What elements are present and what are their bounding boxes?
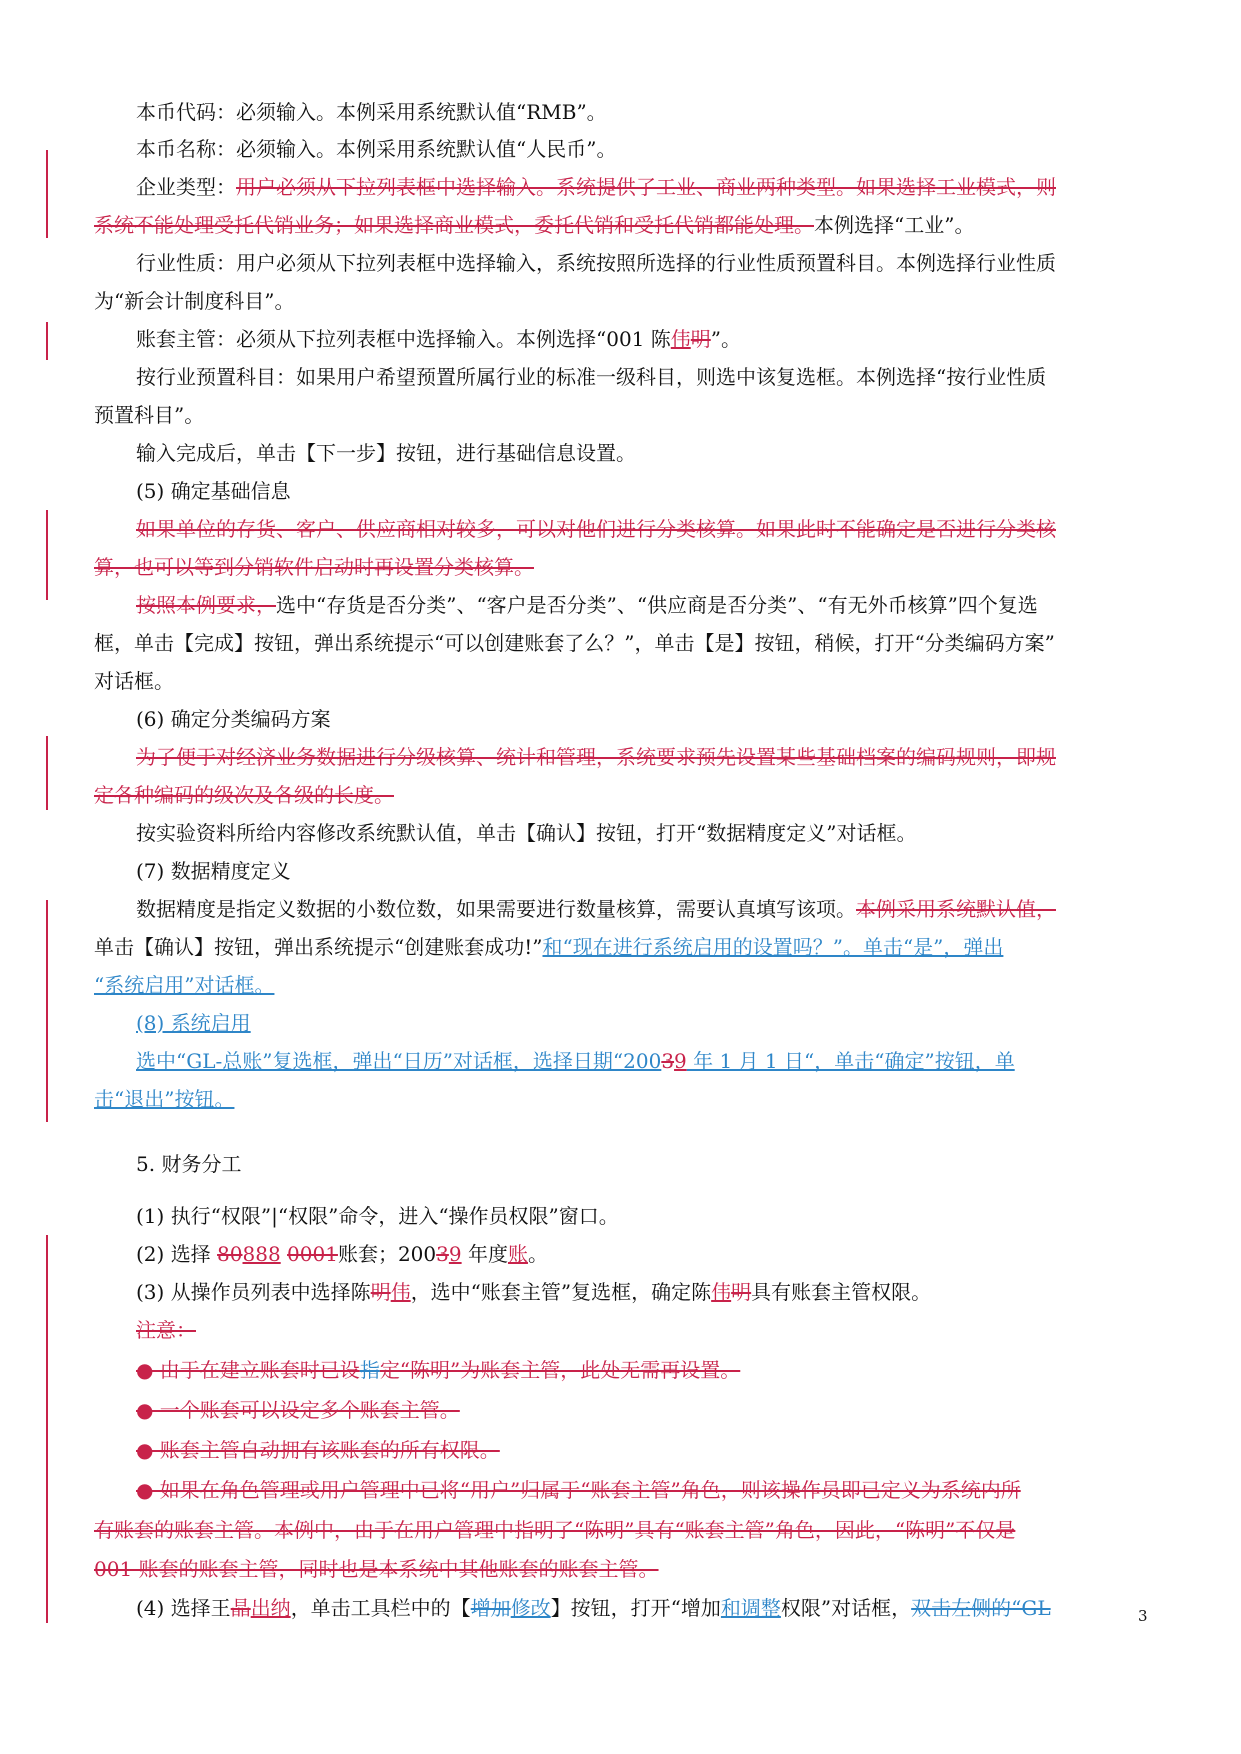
text-run: ，单击工具栏中的【: [290, 1596, 471, 1620]
text-run: 预置科目”。: [94, 403, 205, 427]
deleted-text: 算，也可以等到分销软件启动时再设置分类核算。: [94, 555, 534, 579]
text-line: [94, 933, 1154, 961]
text-line: [94, 1278, 1196, 1306]
deleted-text: 001 账套的账套主管，同时也是本系统中其他账套的账套主管。: [94, 1557, 659, 1581]
text-run: 年度: [461, 1242, 508, 1266]
page-number: 3: [1138, 1607, 1148, 1625]
text-line: [94, 515, 1196, 543]
deleted-text: 本例采用系统默认值，: [856, 897, 1056, 921]
text-run: ，选中“账套主管”复选框，确定陈: [410, 1280, 712, 1304]
deleted-text: ● 如果在角色管理或用户管理中已将“用户”归属于“账套主管”角色，则该操作员即已定义为系统内所: [136, 1478, 1021, 1502]
text-run: 。: [527, 1242, 548, 1266]
inserted-text: 9: [674, 1049, 687, 1073]
inserted-text: 击“退出”按钮。: [94, 1087, 235, 1111]
inserted-text: 年 1 月 1 日“，单击“确定”按钮，单: [686, 1049, 1015, 1073]
inserted-text: 888: [242, 1242, 281, 1266]
deleted-text: 3: [661, 1049, 675, 1073]
deleted-text: 明: [370, 1280, 391, 1304]
text-run: (5) 确定基础信息: [136, 479, 291, 503]
inserted-text: 和调整: [720, 1596, 781, 1620]
deleted-text: 增加: [470, 1596, 511, 1620]
deleted-text: 用户必须从下拉列表框中选择输入。系统提供了工业、商业两种类型。如果选择工业模式，则: [236, 175, 1056, 199]
text-line: [94, 1047, 1196, 1075]
text-line: [94, 325, 1196, 353]
deleted-text: 明: [690, 327, 711, 351]
text-line: [94, 895, 1196, 923]
deleted-text: 3: [436, 1242, 449, 1266]
text-run: 为“新会计制度科目”。: [94, 289, 295, 313]
text-run: (7) 数据精度定义: [136, 859, 291, 883]
text-line: [94, 249, 1196, 277]
inserted-text: 和“现在进行系统启用的设置吗？”。单击“是”，弹出: [542, 935, 1004, 959]
deleted-text: 0001: [287, 1242, 338, 1266]
change-bar: [46, 150, 48, 238]
text-run: 账套；200: [337, 1242, 437, 1266]
text-run: 本币名称：必须输入。本例采用系统默认值“人民币”。: [136, 137, 617, 161]
section-heading: [94, 1009, 1196, 1037]
text-line: [94, 591, 1196, 619]
text-run: 选中“存货是否分类”、“客户是否分类”、“供应商是否分类”、“有无外币核算”四个复选: [276, 593, 1038, 617]
text-run: 按实验资料所给内容修改系统默认值，单击【确认】按钮，打开“数据精度定义”对话框。: [136, 821, 917, 845]
change-bar: [46, 510, 48, 600]
text-run: 本币代码：必须输入。本例采用系统默认值“RMB”。: [136, 100, 607, 124]
text-run: 对话框。: [94, 669, 174, 693]
inserted-text: “系统启用”对话框。: [94, 973, 275, 997]
inserted-text: 出纳: [250, 1596, 291, 1620]
text-line: [94, 287, 1154, 315]
text-run: 按行业预置科目：如果用户希望预置所属行业的标准一级科目，则选中该复选框。本例选择“按行业性质: [136, 365, 1047, 389]
text-run: 5. 财务分工: [136, 1152, 242, 1176]
text-line: [94, 135, 1196, 163]
change-bar: [46, 736, 48, 810]
change-bar: [46, 322, 48, 360]
deleted-text: 定“陈明”为账套主管，此处无需再设置。: [379, 1358, 741, 1382]
text-line: [94, 211, 1154, 239]
text-run: 单击【确认】按钮，弹出系统提示“创建账套成功!”: [94, 935, 543, 959]
deleted-text: 指: [359, 1358, 380, 1382]
note-bullet: [94, 1396, 1196, 1424]
text-line: [94, 363, 1196, 391]
inserted-text: 伟: [390, 1280, 411, 1304]
text-run: 本例选择“工业”。: [814, 213, 975, 237]
text-run: 账套主管：必须从下拉列表框中选择输入。本例选择“001 陈: [136, 327, 671, 351]
deleted-text: 系统不能处理受托代销业务；如果选择商业模式，委托代销和受托代销都能处理。: [94, 213, 814, 237]
note-bullet: [94, 1436, 1196, 1464]
deleted-text: 80: [217, 1242, 243, 1266]
text-run: 输入完成后，单击【下一步】按钮，进行基础信息设置。: [136, 441, 636, 465]
text-line: [94, 173, 1196, 201]
deleted-text: 晶: [230, 1596, 251, 1620]
inserted-text: 伟: [670, 327, 691, 351]
text-run: 】按钮，打开“增加: [550, 1596, 721, 1620]
text-run: ”。: [710, 327, 741, 351]
inserted-text: 修改: [510, 1596, 551, 1620]
text-run: 权限”对话框，: [780, 1596, 912, 1620]
text-line: [94, 98, 1196, 126]
text-run: (1) 执行“权限”|“权限”命令，进入“操作员权限”窗口。: [136, 1204, 619, 1228]
deleted-text: ● 一个账套可以设定多个账套主管。: [136, 1398, 460, 1422]
inserted-text: (8) 系统启用: [136, 1011, 251, 1035]
text-line: [94, 971, 1154, 999]
change-bar: [46, 1235, 48, 1623]
text-run: 框，单击【完成】按钮，弹出系统提示“可以创建账套了么？”，单击【是】按钮，稍候，打开“分类编码方案”: [94, 631, 1055, 655]
deleted-text: 有账套的账套主管。本例中，由于在用户管理中指明了“陈明”具有“账套主管”角色，因此，“陈明”不仅是: [94, 1518, 1016, 1542]
text-run: (4) 选择王: [136, 1596, 231, 1620]
text-line: [94, 401, 1154, 429]
text-line: [94, 629, 1154, 657]
deleted-text: 为了便于对经济业务数据进行分级核算、统计和管理，系统要求预先设置某些基础档案的编码规则，即规: [136, 745, 1056, 769]
text-line: [94, 819, 1196, 847]
deleted-text: 双击左侧的“GL: [911, 1596, 1051, 1620]
text-line: [94, 781, 1154, 809]
deleted-text: 明: [731, 1280, 752, 1304]
section-heading: [94, 1150, 1196, 1178]
text-line: [94, 667, 1154, 695]
text-line: [94, 553, 1154, 581]
text-line: [94, 1594, 1196, 1622]
section-heading: [94, 705, 1196, 733]
text-run: 行业性质：用户必须从下拉列表框中选择输入，系统按照所选择的行业性质预置科目。本例选择行业性质: [136, 251, 1056, 275]
text-line: [94, 439, 1196, 467]
deleted-text: 按照本例要求，: [136, 593, 276, 617]
deleted-text: 定各种编码的级次及各级的长度。: [94, 783, 394, 807]
text-run: (2) 选择: [136, 1242, 218, 1266]
inserted-text: 9: [448, 1242, 462, 1266]
inserted-text: 账: [507, 1242, 528, 1266]
deleted-text: ● 由于在建立账套时已设: [136, 1358, 360, 1382]
text-run: 数据精度是指定义数据的小数位数，如果需要进行数量核算，需要认真填写该项。: [136, 897, 856, 921]
text-line: [94, 743, 1196, 771]
section-heading: [94, 477, 1196, 505]
change-bar: [46, 900, 48, 1122]
deleted-text: 如果单位的存货、客户、供应商相对较多，可以对他们进行分类核算。如果此时不能确定是否进行分类核: [136, 517, 1056, 541]
text-line: [94, 1516, 1154, 1544]
note-bullet: [94, 1476, 1196, 1504]
inserted-text: 伟: [711, 1280, 732, 1304]
note-heading: [94, 1316, 1196, 1344]
section-heading: [94, 857, 1196, 885]
text-run: (6) 确定分类编码方案: [136, 707, 331, 731]
note-bullet: [94, 1356, 1196, 1384]
text-line: [94, 1085, 1154, 1113]
text-run: (3) 从操作员列表中选择陈: [136, 1280, 371, 1304]
inserted-text: 选中“GL-总账”复选框，弹出“日历”对话框，选择日期“200: [136, 1049, 662, 1073]
deleted-text: 注意：: [136, 1318, 196, 1342]
text-line: [94, 1555, 1154, 1583]
text-line: [94, 1202, 1196, 1230]
text-line: [94, 1240, 1196, 1268]
text-run: 企业类型：: [136, 175, 236, 199]
text-run: 具有账套主管权限。: [751, 1280, 932, 1304]
deleted-text: ● 账套主管自动拥有该账套的所有权限。: [136, 1438, 500, 1462]
